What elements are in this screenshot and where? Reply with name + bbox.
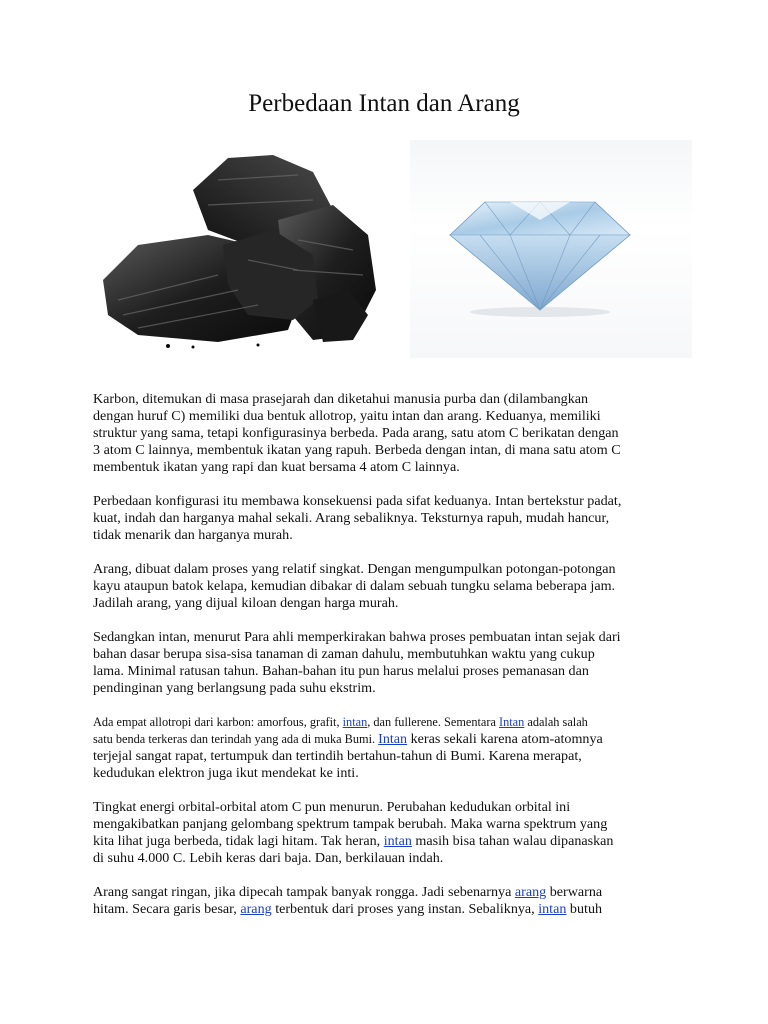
link-intan[interactable]: intan bbox=[383, 833, 412, 849]
paragraph-6 bbox=[93, 799, 683, 867]
text-fragment: keras sekali karena atom-atomnya bbox=[407, 731, 603, 747]
text-fragment: berwarna bbox=[546, 884, 603, 900]
text-line bbox=[93, 714, 683, 731]
text-fragment: kita lihat juga berbeda, tidak lagi hitam. Tak heran, bbox=[93, 833, 384, 849]
text-line: kayu ataupun batok kelapa, kemudian dibakar di dalam sebuah tungku selama beberapa jam. bbox=[93, 578, 616, 594]
text-line: Tingkat energi orbital-orbital atom C pun menurun. Perubahan kedudukan orbital ini bbox=[93, 799, 571, 815]
charcoal-image bbox=[98, 150, 386, 350]
text-line: struktur yang sama, tetapi konfigurasinya berbeda. Pada arang, satu atom C berikatan dengan bbox=[93, 425, 619, 441]
text-fragment: , dan fullerene. Sementara bbox=[367, 715, 500, 729]
text-line: di suhu 4.000 C. Lebih keras dari baja. Dan, berkilauan indah. bbox=[93, 850, 444, 866]
text-line: Karbon, ditemukan di masa prasejarah dan diketahui manusia purba dan (dilambangkan bbox=[93, 391, 589, 407]
link-intan[interactable]: intan bbox=[342, 715, 368, 729]
diamond-image bbox=[440, 180, 640, 320]
text-fragment: terbentuk dari proses yang instan. Sebaliknya, bbox=[271, 901, 539, 917]
page-title: Perbedaan Intan dan Arang bbox=[248, 90, 520, 117]
text-line: Arang, dibuat dalam proses yang relatif singkat. Dengan mengumpulkan potongan-potongan bbox=[93, 561, 616, 577]
text-fragment: Ada empat allotropi dari karbon: amorfous, grafit, bbox=[93, 715, 343, 729]
text-line: kuat, indah dan harganya mahal sekali. Arang sebaliknya. Teksturnya rapuh, mudah hancur, bbox=[93, 510, 610, 526]
paragraph-1 bbox=[93, 391, 683, 476]
text-fragment: hitam. Secara garis besar, bbox=[93, 901, 241, 917]
text-line bbox=[93, 884, 683, 901]
text-fragment: Arang sangat ringan, jika dipecah tampak banyak rongga. Jadi sebenarnya bbox=[93, 884, 515, 900]
text-line: tidak menarik dan harganya murah. bbox=[93, 527, 293, 543]
text-line: Perbedaan konfigurasi itu membawa konsekuensi pada sifat keduanya. Intan bertekstur padat, bbox=[93, 493, 622, 509]
text-line bbox=[93, 731, 683, 748]
text-line: terjejal sangat rapat, tertumpuk dan tertindih bertahun-tahun di Bumi. Karena merapat, bbox=[93, 748, 582, 764]
link-arang[interactable]: arang bbox=[240, 901, 272, 917]
text-line bbox=[93, 901, 683, 918]
text-line: kedudukan elektron juga ikut mendekat ke inti. bbox=[93, 765, 359, 781]
text-line: pendinginan yang berlangsung pada suhu ekstrim. bbox=[93, 680, 376, 696]
link-arang[interactable]: arang bbox=[514, 884, 547, 900]
text-line: bahan dasar berupa sisa-sisa tanaman di zaman dahulu, membutuhkan waktu yang cukup bbox=[93, 646, 595, 662]
text-line: Jadilah arang, yang dijual kiloan dengan harga murah. bbox=[93, 595, 399, 611]
text-fragment: satu benda terkeras dan terindah yang ada di muka Bumi. bbox=[93, 732, 379, 746]
paragraph-4 bbox=[93, 629, 683, 697]
paragraph-5 bbox=[93, 714, 683, 782]
text-line: mengakibatkan panjang gelombang spektrum tampak berubah. Maka warna spektrum yang bbox=[93, 816, 608, 832]
paragraph-7 bbox=[93, 884, 683, 918]
text-fragment: butuh bbox=[566, 901, 603, 917]
text-line: Sedangkan intan, menurut Para ahli memperkirakan bahwa proses pembuatan intan sejak dari bbox=[93, 629, 621, 645]
link-intan[interactable]: intan bbox=[538, 901, 567, 917]
link-intan[interactable]: Intan bbox=[499, 715, 525, 729]
text-fragment: adalah salah bbox=[524, 715, 588, 729]
text-line: lama. Minimal ratusan tahun. Bahan-bahan itu pun harus melalui proses pemanasan dan bbox=[93, 663, 589, 679]
text-line: membentuk ikatan yang rapi dan kuat bersama 4 atom C lainnya. bbox=[93, 459, 460, 475]
text-line bbox=[93, 833, 683, 850]
text-line: 3 atom C lainnya, membentuk ikatan yang rapuh. Berbeda dengan intan, di mana satu atom C bbox=[93, 442, 621, 458]
link-intan[interactable]: Intan bbox=[378, 731, 408, 747]
text-line: dengan huruf C) memiliki dua bentuk allotrop, yaitu intan dan arang. Keduanya, memiliki bbox=[93, 408, 601, 424]
text-fragment: masih bisa tahan walau dipanaskan bbox=[411, 833, 614, 849]
paragraph-3 bbox=[93, 561, 683, 612]
article-body bbox=[93, 391, 683, 935]
paragraph-2 bbox=[93, 493, 683, 544]
